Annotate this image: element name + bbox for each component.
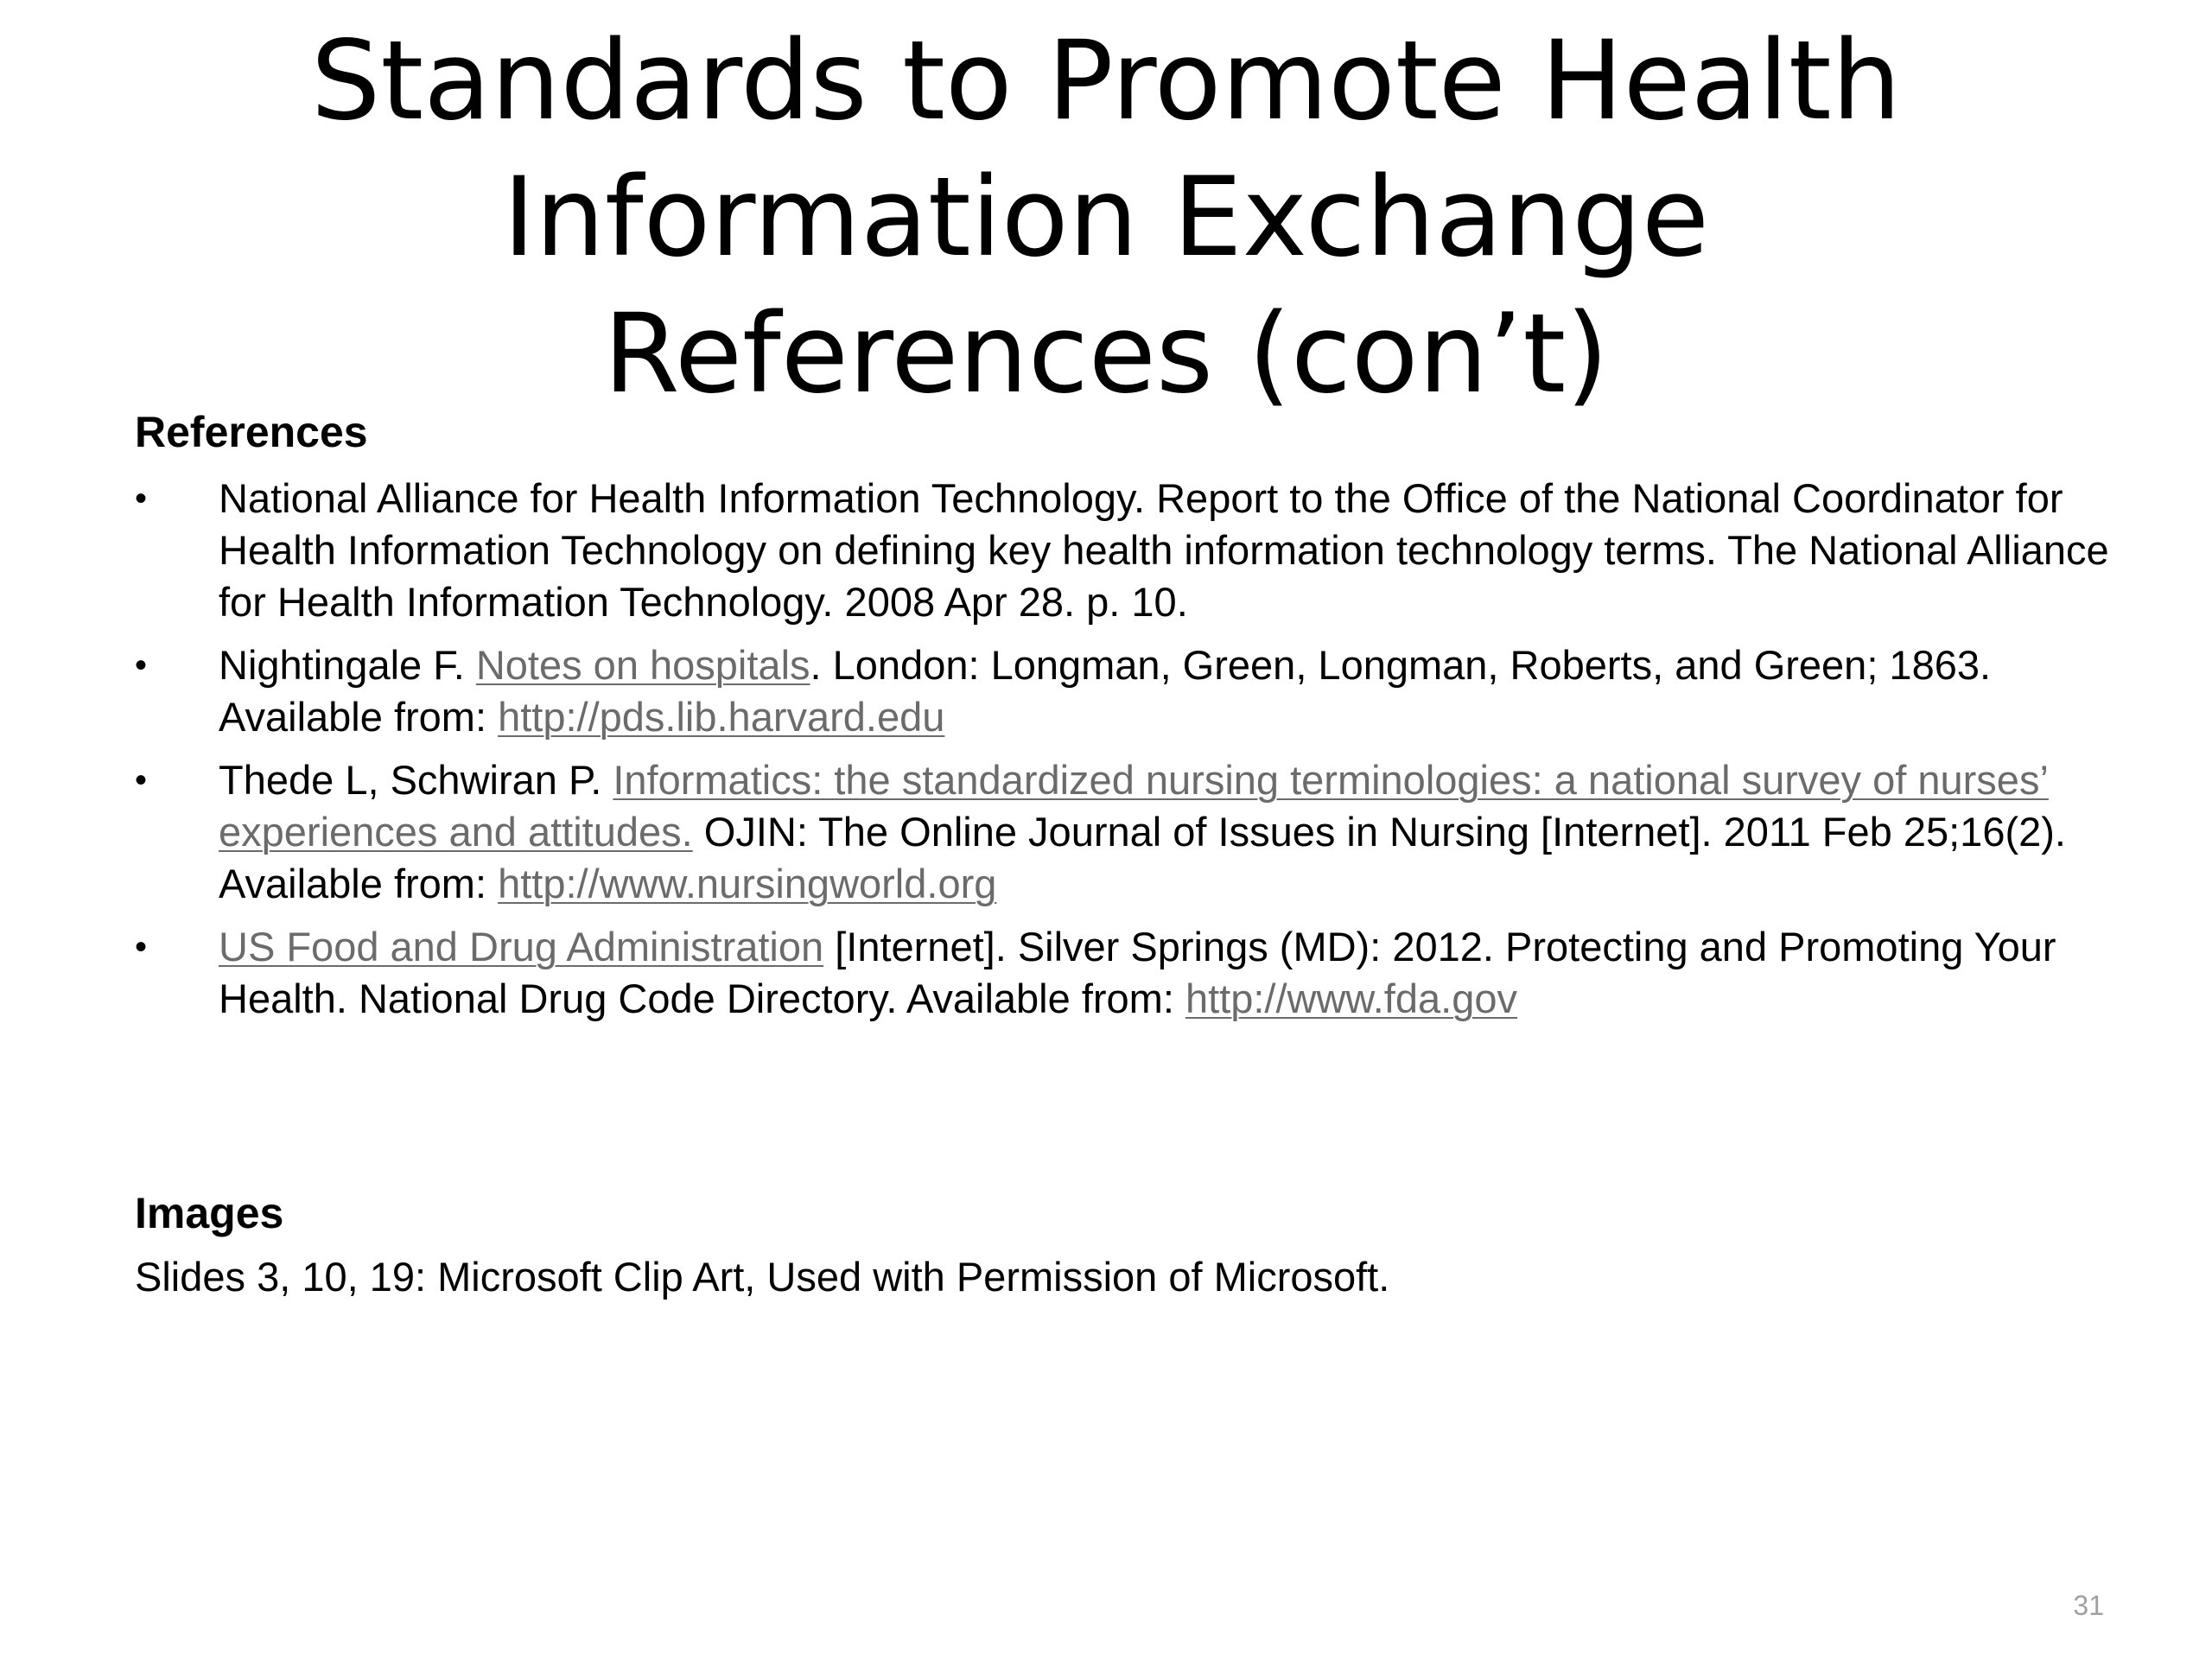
references-heading: References — [135, 408, 368, 456]
images-heading: Images — [135, 1189, 284, 1237]
reference-title-link[interactable]: Informatics: the standardized nursing terminologies: a national survey of nurses’ experiences and attitudes. — [219, 757, 2049, 855]
bullet-icon: • — [135, 928, 148, 966]
page-number: 31 — [2073, 1590, 2104, 1621]
reference-details: . London: Longman, Green, Longman, Roberts, and Green; 1863. Available from: — [219, 642, 1992, 740]
reference-item-alliance — [135, 473, 2113, 628]
reference-item-nightingale — [135, 639, 2113, 743]
images-credit-text: Slides 3, 10, 19: Microsoft Clip Art, Used with Permission of Microsoft. — [135, 1254, 1390, 1300]
reference-text: National Alliance for Health Information Technology. Report to the Office of the National Coordinator for Health Information Technology on defining key health information technology terms. The National Alliance for Health Information Technology. 2008 Apr 28. p. 10. — [219, 475, 2109, 625]
reference-list — [135, 473, 2113, 1036]
reference-url-link[interactable]: http://www.fda.gov — [1185, 976, 1517, 1021]
reference-title-link[interactable]: Notes on hospitals — [475, 642, 810, 688]
reference-details: [Internet]. Silver Springs (MD): 2012. Protecting and Promoting Your Health. National Drug Code Directory. Available from: — [219, 924, 2056, 1021]
reference-author: Thede L, Schwiran P. — [219, 757, 613, 803]
slide-title-line-1: Standards to Promote Health — [310, 16, 1902, 144]
slide-title-line-3: References (con’t) — [603, 289, 1609, 417]
reference-details: OJIN: The Online Journal of Issues in Nursing [Internet]. 2011 Feb 25;16(2). Available from: — [219, 809, 2066, 906]
slide-title-line-2: Information Exchange — [502, 153, 1710, 281]
reference-url-link[interactable]: http://www.nursingworld.org — [498, 861, 997, 906]
bullet-icon: • — [135, 646, 148, 684]
bullet-icon: • — [135, 480, 148, 518]
slide-title — [0, 12, 2212, 422]
reference-url-link[interactable]: http://pds.lib.harvard.edu — [498, 694, 945, 740]
reference-item-fda — [135, 921, 2113, 1025]
reference-item-thede — [135, 754, 2113, 910]
reference-org-link[interactable]: US Food and Drug Administration — [219, 924, 824, 969]
bullet-icon: • — [135, 761, 148, 799]
reference-author: Nightingale F. — [219, 642, 476, 688]
